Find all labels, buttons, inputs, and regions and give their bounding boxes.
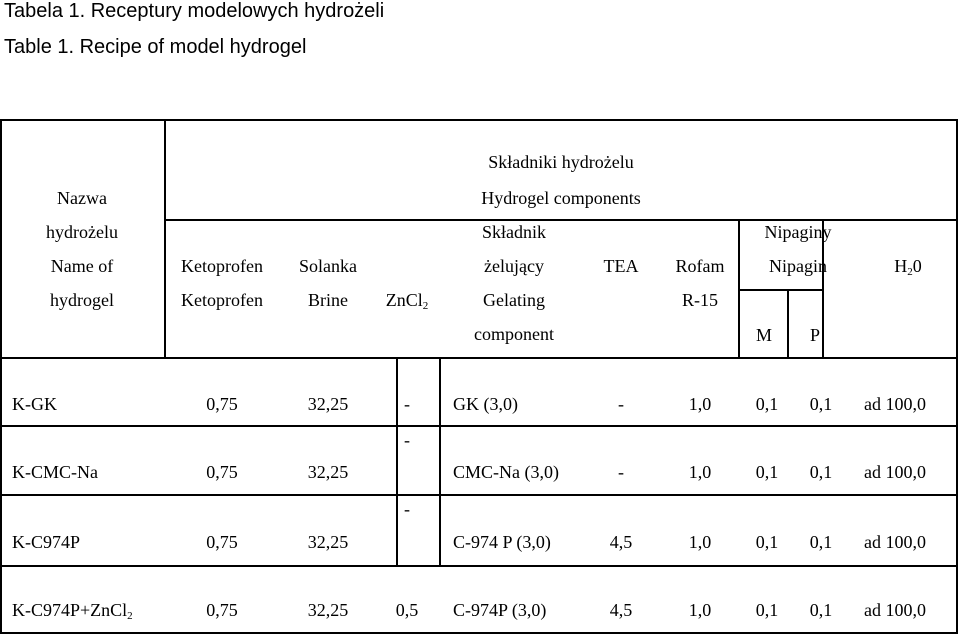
cell-name: K-GK <box>12 394 57 414</box>
header-rofam-en: R-15 <box>682 290 718 310</box>
cell-nipagin-p: 0,1 <box>809 462 833 482</box>
cell-gelating: C-974P (3,0) <box>453 600 547 620</box>
header-name-line1: Nazwa <box>57 188 107 208</box>
header-name-line4: hydrogel <box>50 290 114 310</box>
cell-ketoprofen: 0,75 <box>206 600 238 620</box>
table-caption-polish: Tabela 1. Receptury modelowych hydrożeli <box>4 0 385 22</box>
cell-ketoprofen: 0,75 <box>206 462 238 482</box>
cell-nipagin-p: 0,1 <box>809 394 833 414</box>
cell-brine: 32,25 <box>307 600 349 620</box>
border-gel-col <box>439 357 441 565</box>
header-name-line2: hydrożelu <box>46 222 118 242</box>
border-under-nipagin <box>738 289 822 291</box>
header-nipagin: Nipagin <box>769 256 827 276</box>
cell-water: ad 100,0 <box>864 394 926 414</box>
header-ketoprofen-en: Ketoprofen <box>181 290 263 310</box>
border-zncl-col <box>396 357 398 565</box>
cell-tea: 4,5 <box>609 532 633 552</box>
header-water: $H_20$ <box>894 256 922 278</box>
border-right <box>956 119 958 634</box>
table-caption-english: Table 1. Recipe of model hydrogel <box>4 36 307 58</box>
cell-zncl2: - <box>404 394 410 414</box>
cell-gelating: GK (3,0) <box>453 394 518 414</box>
cell-tea: - <box>618 394 624 414</box>
cell-gelating: CMC-Na (3,0) <box>453 462 559 482</box>
border-row1 <box>0 425 958 427</box>
header-ketoprofen-pl: Ketoprofen <box>181 256 263 276</box>
cell-gelating: C-974 P (3,0) <box>453 532 551 552</box>
cell-nipagin-p: 0,1 <box>809 600 833 620</box>
border-top <box>0 119 958 121</box>
border-m-p <box>787 289 789 357</box>
header-solanka-en: Brine <box>308 290 348 310</box>
cell-rofam: 1,0 <box>688 532 712 552</box>
cell-name: K-C974P+ZnCl$_2$ <box>12 600 133 622</box>
header-skladnik-line2: żelujący <box>484 256 544 276</box>
cell-tea: - <box>618 462 624 482</box>
border-under-header <box>0 357 958 359</box>
cell-water: ad 100,0 <box>864 532 926 552</box>
header-solanka-pl: Solanka <box>299 256 357 276</box>
cell-rofam: 1,0 <box>688 394 712 414</box>
cell-brine: 32,25 <box>307 462 349 482</box>
cell-name: K-CMC-Na <box>12 462 98 482</box>
cell-rofam: 1,0 <box>688 462 712 482</box>
cell-water: ad 100,0 <box>864 600 926 620</box>
cell-brine: 32,25 <box>307 394 349 414</box>
border-under-group <box>164 219 958 221</box>
border-row3 <box>0 565 958 567</box>
cell-zncl2: - <box>404 430 410 450</box>
cell-tea: 4,5 <box>609 600 633 620</box>
cell-nipagin-m: 0,1 <box>755 394 779 414</box>
header-group-en: Hydrogel components <box>481 188 641 208</box>
header-rofam-pl: Rofam <box>675 256 725 276</box>
cell-zncl2: 0,5 <box>395 600 419 620</box>
cell-name: K-C974P <box>12 532 81 552</box>
header-skladnik-line3: Gelating <box>483 290 545 310</box>
cell-brine: 32,25 <box>307 532 349 552</box>
header-nipaginy: Nipaginy <box>764 222 832 242</box>
cell-nipagin-p: 0,1 <box>809 532 833 552</box>
border-row2 <box>0 494 958 496</box>
cell-ketoprofen: 0,75 <box>206 532 238 552</box>
header-zncl2: ZnCl$_2$ <box>385 290 429 312</box>
header-tea: TEA <box>603 256 639 276</box>
cell-water: ad 100,0 <box>864 462 926 482</box>
cell-nipagin-m: 0,1 <box>755 532 779 552</box>
header-nipagin-p: P <box>809 325 821 345</box>
border-nipagin-left <box>738 219 740 357</box>
border-bottom <box>0 632 958 634</box>
header-nipagin-m: M <box>755 325 773 345</box>
header-group-pl: Składniki hydrożelu <box>488 152 634 172</box>
cell-ketoprofen: 0,75 <box>206 394 238 414</box>
cell-zncl2: - <box>404 499 410 519</box>
header-name-line3: Name of <box>50 256 114 276</box>
border-name-col <box>164 119 166 357</box>
border-left <box>0 119 2 634</box>
header-skladnik-line1: Składnik <box>481 222 547 242</box>
header-skladnik-line4: component <box>474 324 554 344</box>
cell-nipagin-m: 0,1 <box>755 600 779 620</box>
cell-nipagin-m: 0,1 <box>755 462 779 482</box>
cell-rofam: 1,0 <box>688 600 712 620</box>
